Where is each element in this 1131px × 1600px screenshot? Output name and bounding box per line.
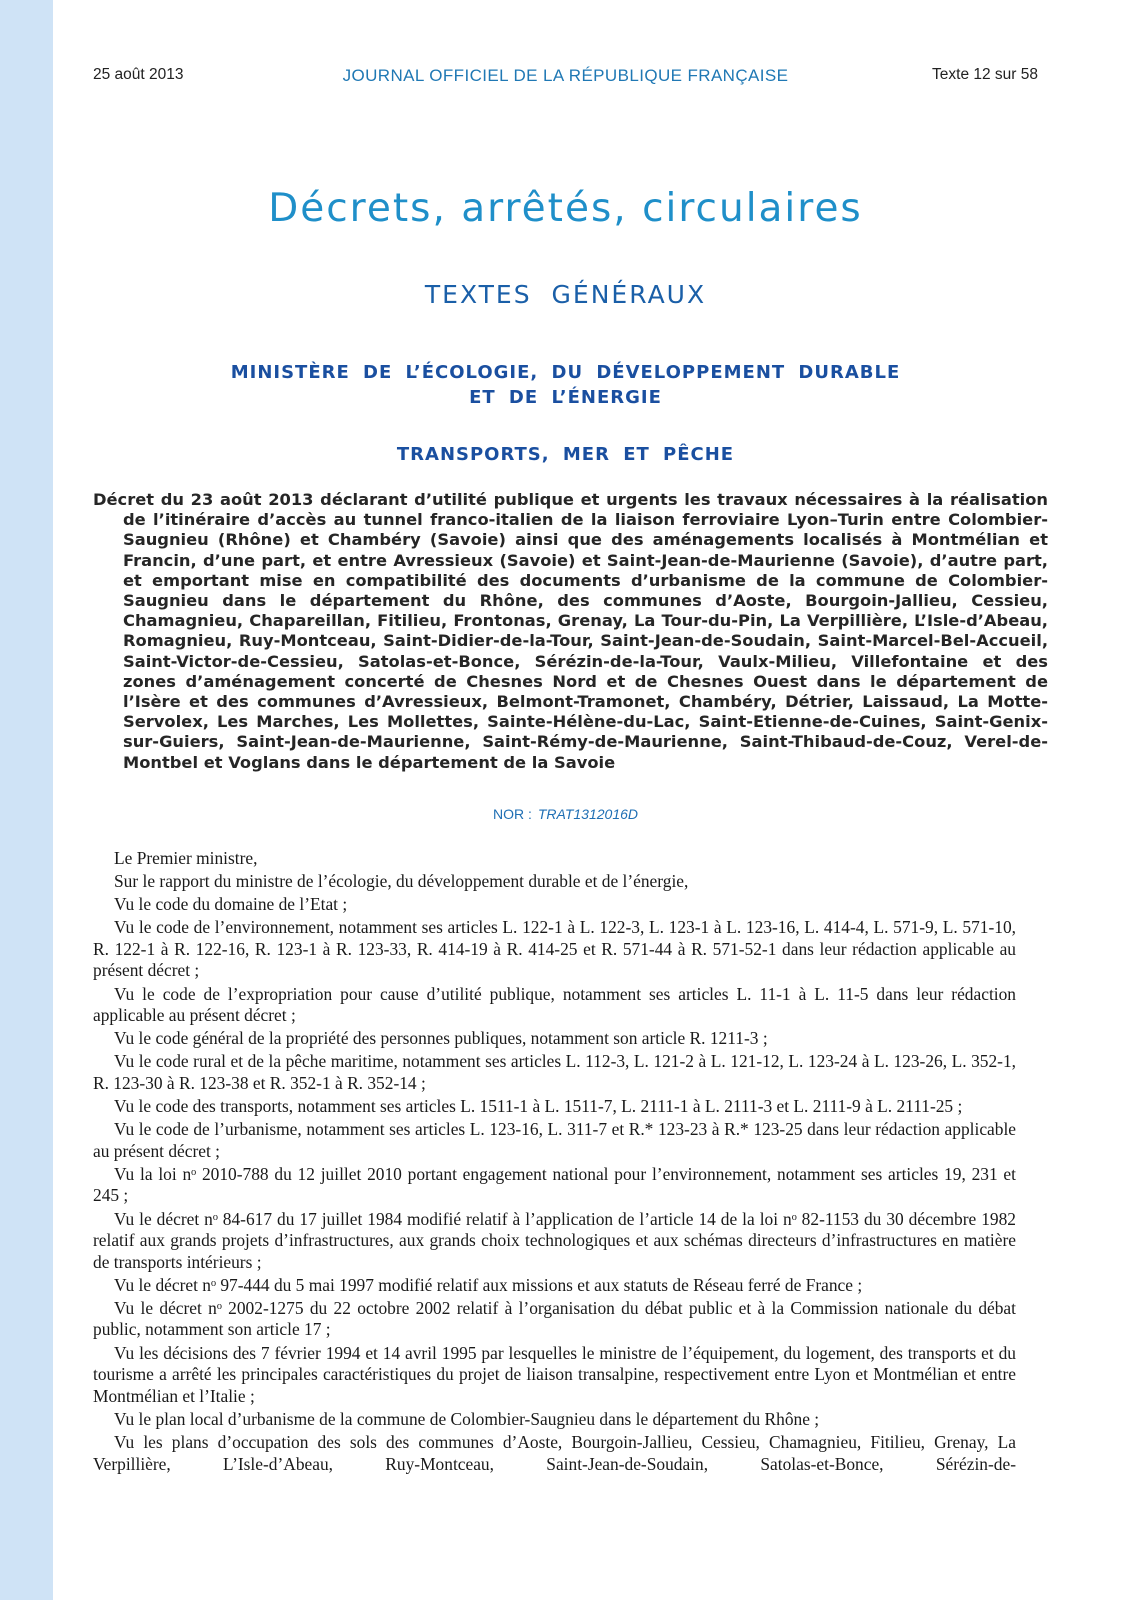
- body-paragraph: Vu les décisions des 7 février 1994 et 14 avril 1995 par lesquelles le ministre de l’équipement, du logement, des transports et du tourisme a arrêté les principales caractéristiques du projet de liaison transalpine, respectivement entre Lyon et Montmélian et entre Montmélian et l’Italie ;: [93, 1342, 1016, 1406]
- section-title: Décrets, arrêtés, circulaires: [268, 186, 863, 231]
- body-paragraph: Vu le code général de la propriété des personnes publiques, notamment son article R. 1211-3 ;: [114, 1028, 768, 1049]
- body-paragraph: Vu le plan local d’urbanisme de la commune de Colombier-Saugnieu dans le département du Rhône ;: [114, 1408, 820, 1429]
- ministry-line-2: ET DE L’ÉNERGIE: [469, 387, 662, 408]
- body-paragraph: Vu le code de l’environnement, notamment ses articles L. 122-1 à L. 122-3, L. 123-1 à L. 123-16, L. 414-4, L. 571-9, L. 571-10, R. 122-1 à R. 122-16, R. 123-1 à R. 123-33, R. 414-19 à R. 414-25 et R. 571-44 à R. 571-52-1 dans leur rédaction applicable au présent décret ;: [93, 917, 1016, 981]
- header-date: 25 août 2013: [93, 66, 184, 83]
- decree-body: [93, 848, 1016, 1477]
- left-margin-band: [0, 0, 53, 1600]
- running-header: [93, 66, 1038, 86]
- body-paragraph: Vu le code rural et de la pêche maritime, notamment ses articles L. 112-3, L. 121-2 à L. 121-12, L. 123-24 à L. 123-26, L. 352-1, R. 123-30 à R. 123-38 et R. 352-1 à R. 352-14 ;: [93, 1051, 1016, 1093]
- header-journal-title: JOURNAL OFFICIEL DE LA RÉPUBLIQUE FRANÇAISE: [342, 66, 789, 85]
- body-paragraph: Vu le décret nᵒ 84-617 du 17 juillet 1984 modifié relatif à l’application de l’article 14 de la loi nᵒ 82-1153 du 30 décembre 1982 relatif aux grands projets d’infrastructures, aux grands choix technologiques et aux schémas directeurs d’infrastructures en matière de transports intérieurs ;: [93, 1208, 1016, 1272]
- header-text-number: Texte 12 sur 58: [932, 66, 1038, 83]
- body-paragraph: Vu les plans d’occupation des sols des communes d’Aoste, Bourgoin-Jallieu, Cessieu, Chamagnieu, Fitilieu, Grenay, La Verpillière, L’Isle-d’Abeau, Ruy-Montceau, Saint-Jean-de-Soudain, Satolas-et-Bonce, Sérézin-de-: [93, 1431, 1016, 1474]
- body-paragraph: Vu le code de l’urbanisme, notamment ses articles L. 123-16, L. 311-7 et R.* 123-23 à R.* 123-25 dans leur rédaction applicable au présent décret ;: [93, 1119, 1016, 1161]
- subsection-heading: TRANSPORTS, MER ET PÊCHE: [396, 444, 735, 465]
- body-paragraph: Vu le décret nᵒ 97-444 du 5 mai 1997 modifié relatif aux missions et aux statuts de Réseau ferré de France ;: [114, 1274, 863, 1295]
- nor-code: TRAT1312016D: [537, 806, 639, 822]
- body-paragraph: Vu le décret nᵒ 2002-1275 du 22 octobre 2002 relatif à l’organisation du débat public et à la Commission nationale du débat public, notamment son article 17 ;: [93, 1297, 1016, 1340]
- body-paragraph: Vu le code du domaine de l’Etat ;: [114, 894, 348, 915]
- body-paragraph: Vu le code de l’expropriation pour cause d’utilité publique, notamment ses articles L. 11-1 à L. 11-5 dans leur rédaction applicable au présent décret ;: [93, 983, 1016, 1026]
- body-paragraph: Sur le rapport du ministre de l’écologie, du développement durable et de l’énergie,: [114, 871, 689, 892]
- ministry-heading: [93, 360, 1038, 410]
- decree-title: Décret du 23 août 2013 déclarant d’utilité publique et urgents les travaux nécessaires à la réalisation de l’itinéraire d’accès au tunnel franco-italien de la liaison ferroviaire Lyon–Turin entre Colombier-Saugnieu (Rhône) et Chambéry (Savoie) ainsi que des aménagements localisés à Montmélian et Francin, d’une part, et entre Avressieux (Savoie) et Saint-Jean-de-Maurienne (Savoie), d’autre part, et emportant mise en compatibilité des documents d’urbanisme de la commune de Colombier-Saugnieu dans le département du Rhône, des communes d’Aoste, Bourgoin-Jallieu, Cessieu, Chamagnieu, Chapareillan, Fitilieu, Frontonas, Grenay, La Tour-du-Pin, La Verpillière, L’Isle-d’Abeau, Romagnieu, Ruy-Montceau, Saint-Didier-de-la-Tour, Saint-Jean-de-Soudain, Saint-Marcel-Bel-Accueil, Saint-Victor-de-Cessieu, Satolas-et-Bonce, Sérézin-de-la-Tour, Vaulx-Milieu, Villefontaine et des zones d’aménagement concerté de Chesnes Nord et de Chesnes Ouest dans le département de l’Isère et des communes d’Avressieux, Belmont-Tramonet, Chambéry, Détrier, Laissaud, La Motte-Servolex, Les Marches, Les Mollettes, Sainte-Hélène-du-Lac, Saint-Etienne-de-Cuines, Saint-Genix-sur-Guiers, Saint-Jean-de-Maurienne, Saint-Rémy-de-Maurienne, Saint-Thibaud-de-Couz, Verel-de-Montbel et Voglans dans le département de la Savoie: [93, 490, 1048, 772]
- body-paragraph: Le Premier ministre,: [114, 848, 258, 868]
- nor-label: NOR :: [492, 806, 532, 822]
- body-paragraph: Vu le code des transports, notamment ses articles L. 1511-1 à L. 1511-7, L. 2111-1 à L. 2111-3 et L. 2111-9 à L. 2111-25 ;: [114, 1096, 963, 1117]
- body-paragraph: Vu la loi nᵒ 2010-788 du 12 juillet 2010 portant engagement national pour l’environnement, notamment ses articles 19, 231 et 245 ;: [93, 1163, 1016, 1206]
- nor-reference: [93, 806, 1038, 822]
- sub-title: TEXTES GÉNÉRAUX: [424, 280, 707, 309]
- ministry-line-1: MINISTÈRE DE L’ÉCOLOGIE, DU DÉVELOPPEMENT DURABLE: [230, 362, 901, 383]
